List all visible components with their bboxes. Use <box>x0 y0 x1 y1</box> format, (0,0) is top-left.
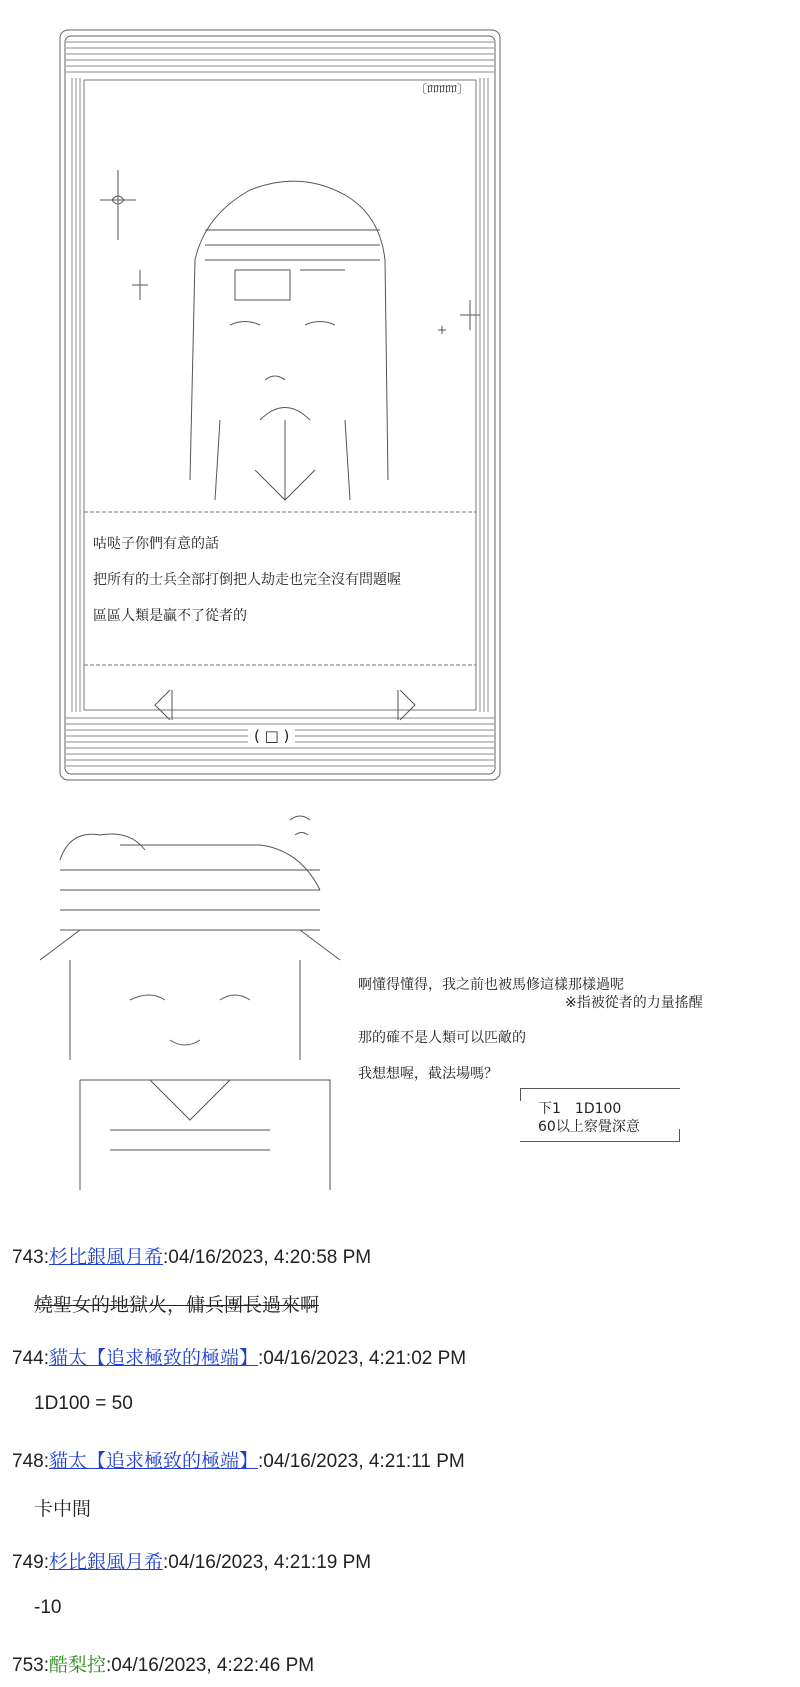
post-body-749: -10 <box>34 1597 62 1618</box>
card-home-button: ( □ ) <box>248 727 295 745</box>
roll-line-2: 60以上察覺深意 <box>538 1119 640 1135</box>
post-timestamp: 04/16/2023, 4:20:58 PM <box>168 1247 372 1268</box>
scene2-line-3: 我想想喔，截法場嗎？ <box>358 1066 498 1082</box>
card-line-3: 區區人類是贏不了從者的 <box>93 608 247 624</box>
poster-name-link[interactable]: 杉比銀風月希 <box>48 1247 163 1268</box>
post-number: 749 <box>12 1552 44 1573</box>
post-body-743: 燒聖女的地獄火，傭兵團長過來啊 <box>34 1295 320 1316</box>
post-timestamp: 04/16/2023, 4:22:46 PM <box>111 1655 315 1676</box>
roll-line-1: 下1 1D100 <box>538 1101 622 1117</box>
poster-name-link[interactable]: 貓太【追求極致的極端】 <box>48 1451 258 1472</box>
post-timestamp: 04/16/2023, 4:21:02 PM <box>263 1348 467 1369</box>
post-number: 748 <box>12 1451 44 1472</box>
character-figure-2 <box>40 816 340 1190</box>
card-line-2: 把所有的士兵全部打倒把人劫走也完全沒有問題喔 <box>93 572 401 588</box>
scene2-note: ※指被從者的力量搖醒 <box>565 995 703 1011</box>
dice-roll-box <box>520 1088 680 1142</box>
post-header-749: 749:杉比銀風月希:04/16/2023, 4:21:19 PM <box>12 1552 372 1573</box>
scene2-line-2: 那的確不是人類可以匹敵的 <box>358 1030 526 1046</box>
post-body-744: 1D100 = 50 <box>34 1393 133 1414</box>
poster-name-link[interactable]: 貓太【追求極致的極端】 <box>48 1348 258 1369</box>
card-line-1: 咕哒子你們有意的話 <box>93 536 219 552</box>
card-top-tag: 〔ﾛﾛﾛﾛﾛ〕 <box>415 82 470 96</box>
post-number: 743 <box>12 1247 44 1268</box>
post-header-753: 753:酷梨控:04/16/2023, 4:22:46 PM <box>12 1655 315 1676</box>
post-body-748: 卡中間 <box>34 1499 92 1520</box>
post-timestamp: 04/16/2023, 4:21:11 PM <box>263 1451 465 1472</box>
post-timestamp: 04/16/2023, 4:21:19 PM <box>168 1552 372 1573</box>
scene2-line-1: 啊懂得懂得，我之前也被馬修這樣那樣過呢 <box>358 977 624 993</box>
post-header-743: 743:杉比銀風月希:04/16/2023, 4:20:58 PM <box>12 1247 372 1268</box>
post-header-744: 744:貓太【追求極致的極端】:04/16/2023, 4:21:02 PM <box>12 1348 467 1369</box>
poster-name: 酷梨控 <box>48 1655 106 1676</box>
poster-name-link[interactable]: 杉比銀風月希 <box>48 1552 163 1573</box>
post-number: 744 <box>12 1348 44 1369</box>
post-header-748: 748:貓太【追求極致的極端】:04/16/2023, 4:21:11 PM <box>12 1451 465 1472</box>
post-number: 753 <box>12 1655 44 1676</box>
